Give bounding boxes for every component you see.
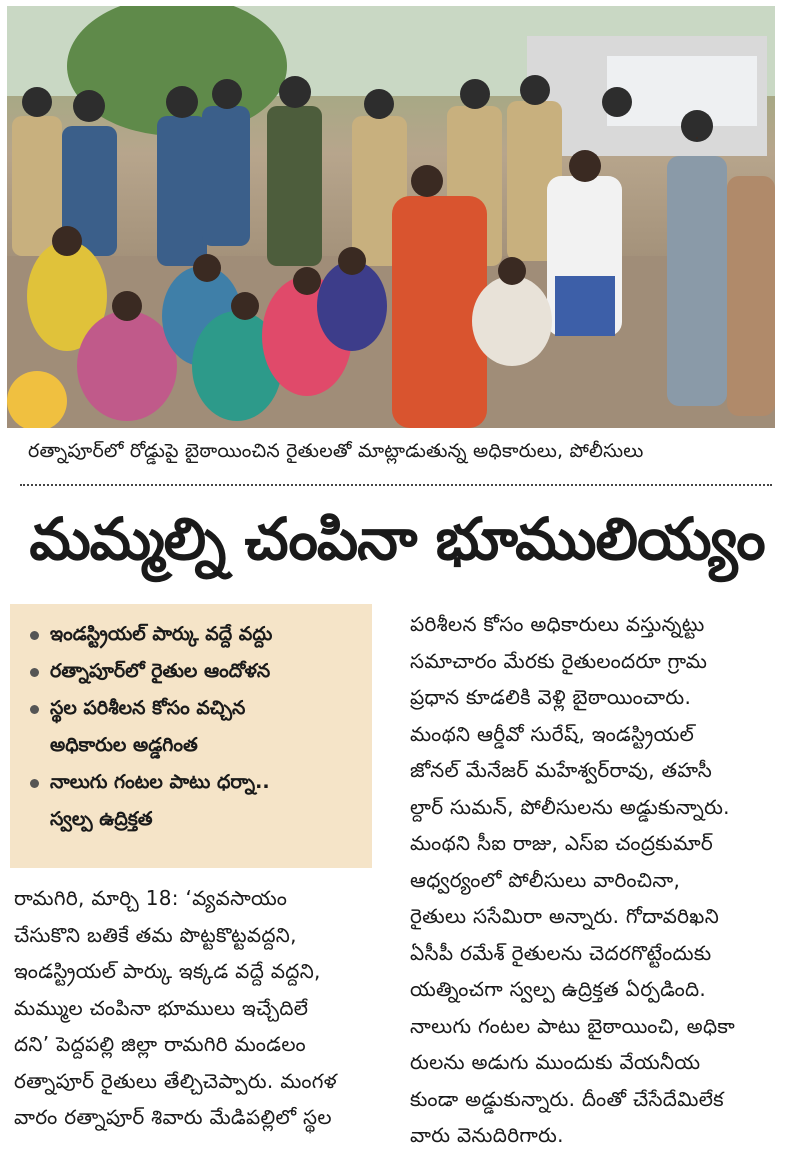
body-line: యత్నించగా స్వల్ప ఉద్రిక్తత ఏర్పడింది. <box>410 977 707 1001</box>
highlights-box <box>10 604 372 868</box>
body-line: రులను అడుగు ముందుకు వేయనీయ <box>410 1050 701 1074</box>
body-line: రత్నాపూర్ రైతులు తేల్చిచెప్పారు. మంగళ <box>14 1068 337 1093</box>
body-line: వారు వెనుదిరిగారు. <box>410 1123 564 1147</box>
highlight-line: రత్నాపూర్‌లో రైతుల ఆందోళన <box>50 660 271 682</box>
highlight-item <box>28 690 362 764</box>
bullet-icon <box>30 631 39 640</box>
bullet-icon <box>30 705 39 714</box>
headline: మమ్మల్ని చంపినా భూములియ్యం <box>29 505 765 573</box>
body-line: జోనల్ మేనేజర్ మహేశ్వర్‌రావు, తహసీ <box>410 758 713 782</box>
highlight-item <box>28 653 362 690</box>
photo-caption: రత్నాపూర్‌లో రోడ్డుపై బైఠాయించిన రైతులతో మాట్లాడుతున్న అధికారులు, పోలీసులు <box>28 440 644 462</box>
body-line: మంథని ఆర్డీవో సురేష్, ఇండస్ట్రియల్ <box>410 721 695 746</box>
body-line: పరిశీలన కోసం అధికారులు వస్తున్నట్టు <box>410 612 705 636</box>
highlight-item <box>28 764 362 838</box>
bullet-icon <box>30 779 39 788</box>
body-line: కుండా అడ్డుకున్నారు. దీంతో చేసేదేమిలేక <box>410 1086 724 1111</box>
highlight-item <box>28 616 362 653</box>
caption-divider <box>20 484 772 486</box>
body-line: చేసుకొని బతికే తమ పొట్టకొట్టవద్దని, <box>14 922 297 947</box>
body-line: నాలుగు గంటల పాటు బైఠాయించి, అధికా <box>410 1013 736 1038</box>
highlight-line: ఇండస్ట్రియల్ పార్కు వద్దే వద్దు <box>50 623 273 645</box>
body-line: దని’ పెద్దపల్లి జిల్లా రామగిరి మండలం <box>14 1032 306 1056</box>
body-line: వారం రత్నాపూర్ శివారు మేడిపల్లిలో స్థల <box>14 1105 332 1129</box>
body-line: రామగిరి, మార్చి 18: ‘వ్యవసాయం <box>14 886 288 910</box>
body-line: ఆధ్వర్యంలో పోలీసులు వారించినా, <box>410 867 681 892</box>
body-line: మంథని సీఐ రాజు, ఎస్ఐ చంద్రకుమార్ <box>410 831 713 855</box>
protest-photo-icon <box>7 6 775 428</box>
body-line: రైతులు ససేమిరా అన్నారు. గోదావరిఖని <box>410 904 720 928</box>
bullet-icon <box>30 668 39 677</box>
body-line: ల్దార్ సుమన్, పోలీసులను అడ్డుకున్నారు. <box>410 794 730 819</box>
body-line: సమాచారం మేరకు రైతులందరూ గ్రామ <box>410 648 708 673</box>
body-line: ఏసీపీ రమేశ్ రైతులను చెదరగొట్టేందుకు <box>410 940 712 965</box>
article-body-left-column <box>14 880 370 1136</box>
highlight-line: నాలుగు గంటల పాటు ధర్నా.. <box>50 771 270 793</box>
body-line: మమ్ముల చంపినా భూములు ఇచ్చేదిలే <box>14 995 309 1020</box>
highlight-line: అధికారుల అడ్డగింత <box>50 734 198 756</box>
body-line: ప్రధాన కూడలికి వెళ్లి బైఠాయించారు. <box>410 685 692 709</box>
highlight-line: స్థల పరిశీలన కోసం వచ్చిన <box>50 697 246 719</box>
highlight-line: స్వల్ప ఉద్రిక్తత <box>50 808 153 830</box>
article-body-right-column <box>410 606 776 1154</box>
news-photo <box>7 6 775 428</box>
body-line: ఇండస్ట్రియల్ పార్కు ఇక్కడ వద్దే వద్దని, <box>14 959 321 983</box>
